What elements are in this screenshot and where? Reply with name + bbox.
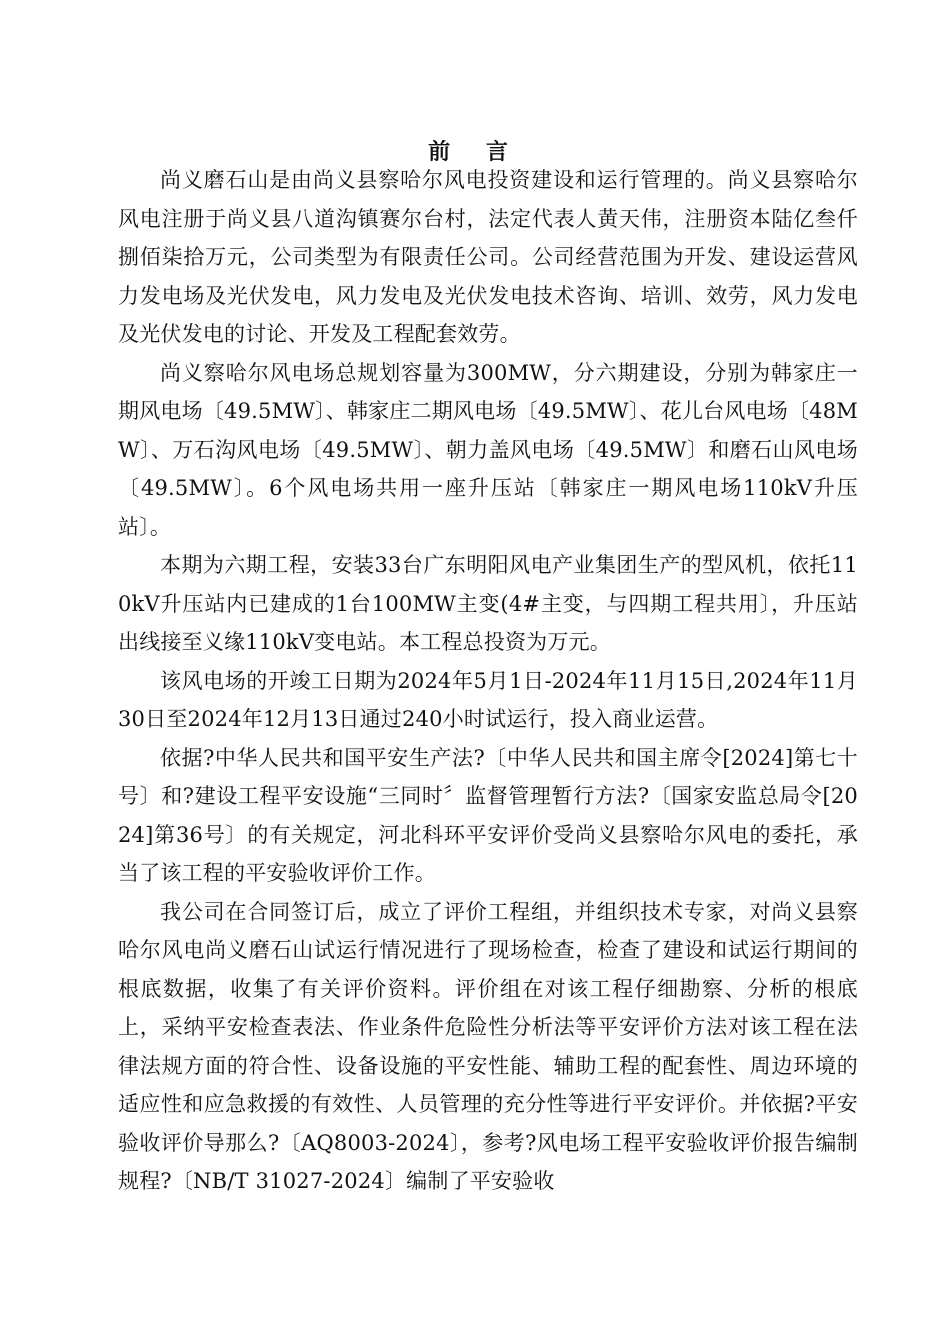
document-title: 前 言 bbox=[428, 138, 522, 165]
paragraph-capacity-plan: 尚义察哈尔风电场总规划容量为300MW，分六期建设，分别为韩家庄一期风电场〔49.5MW〕、韩家庄二期风电场〔49.5MW〕、花儿台风电场〔48MW〕、万石沟风电场〔49.5MW〕、朝力盖风电场〔49.5MW〕和磨石山风电场〔49.5MW〕。6个风电场共用一座升压站〔韩家庄一期风电场110kV升压站〕。 bbox=[118, 360, 858, 539]
paragraph-evaluation-work: 我公司在合同签订后，成立了评价工程组，并组织技术专家，对尚义县察哈尔风电尚义磨石山试运行情况进行了现场检查，检查了建设和试运行期间的根底数据，收集了有关评价资料。评价组在对该工程仔细勘察、分析的根底上，采纳平安检查表法、作业条件危险性分析法等平安评价方法对该工程在法律法规方面的符合性、设备设施的平安性能、辅助工程的配套性、周边环境的适应性和应急救援的有效性、人员管理的充分性等进行平安评价。并依据?平安验收评价导那么?〔AQ8003-2024〕，参考?风电场工程平安验收评价报告编制规程?〔NB/T 31027-2024〕编制了平安验收 bbox=[118, 899, 858, 1193]
paragraph-schedule: 该风电场的开竣工日期为2024年5月1日-2024年11月15日,2024年11月30日至2024年12月13日通过240小时试运行，投入商业运营。 bbox=[118, 668, 858, 731]
paragraph-phase-six: 本期为六期工程，安装33台广东明阳风电产业集团生产的型风机，依托110kV升压站内已建成的1台100MW主变(4#主变，与四期工程共用〕，升压站出线接至义缘110kV变电站。本工程总投资为万元。 bbox=[118, 553, 858, 654]
paragraph-company-intro: 尚义磨石山是由尚义县察哈尔风电投资建设和运行管理的。尚义县察哈尔风电注册于尚义县八道沟镇赛尔台村，法定代表人黄天伟，注册资本陆亿叁仟捌佰柒拾万元，公司类型为有限责任公司。公司经营范围为开发、建设运营风力发电场及光伏发电，风力发电及光伏发电技术咨询、培训、效劳，风力发电及光伏发电的讨论、开发及工程配套效劳。 bbox=[118, 168, 858, 346]
document-body bbox=[118, 161, 858, 1201]
paragraph-legal-basis: 依据?中华人民共和国平安生产法?〔中华人民共和国主席令[2024]第七十号〕和?建设工程平安设施“三同时〞监督管理暂行方法?〔国家安监总局令[2024]第36号〕的有关规定，河北科环平安评价受尚义县察哈尔风电的委托，承当了该工程的平安验收评价工作。 bbox=[118, 745, 858, 885]
